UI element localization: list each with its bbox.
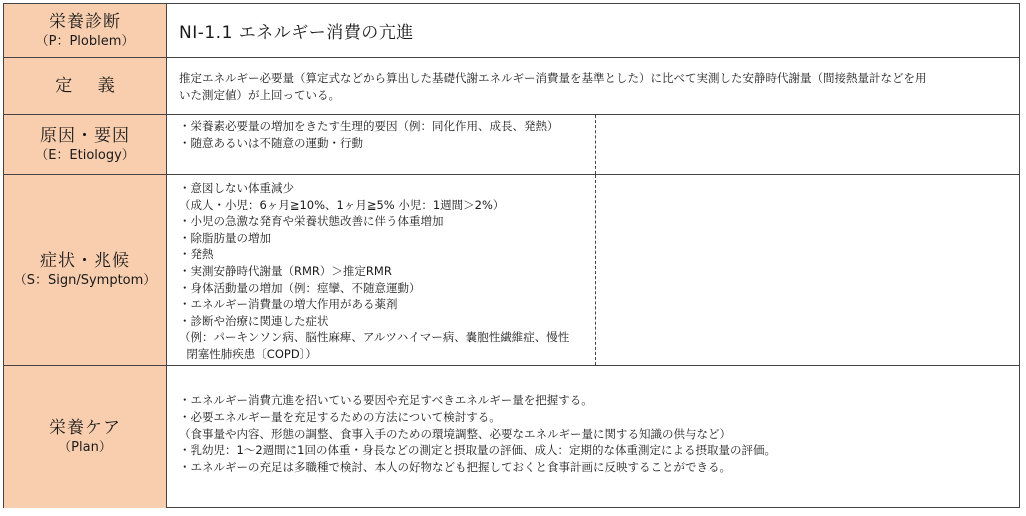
definition-label-cell — [4, 58, 167, 114]
plan-label-cell — [4, 366, 167, 508]
plan-row — [4, 366, 1019, 508]
symptom-label-cell — [4, 175, 167, 365]
definition-row — [4, 58, 1019, 115]
header-label-cell — [4, 4, 167, 57]
header-label-sub: （P：Ploblem） — [35, 33, 135, 49]
symptom-row — [4, 175, 1019, 366]
nutrition-diagnosis-table — [3, 3, 1020, 508]
symptom-label-sub: （S：Sign/Symptom） — [13, 273, 157, 288]
plan-label: 栄養ケア — [49, 418, 121, 438]
plan-label-sub: （Plan） — [58, 440, 112, 455]
header-row — [4, 4, 1019, 58]
header-label: 栄養診断 — [49, 11, 121, 32]
diagnosis-title: NI-1.1 エネルギー消費の亢進 — [179, 23, 414, 43]
etiology-row — [4, 115, 1019, 175]
plan-text: ・エネルギー消費亢進を招いている要因や充足すべきエネルギー量を把握する。 ・必要エネルギー量を充足するための方法について検討する。 （食事量や内容、形態の調整、食事入手のための環境調整、必要なエネルギー量に関する知識の供与など） ・乳幼児：1～2週間に1回の体重・身長などの測定と摂取量の評価、成人：定期的な体重測定による摂取量の評価。 ・エネルギーの充足は多職種で検討、本人の好物なども把握しておくと食事計画に反映することができる。 — [179, 393, 776, 475]
etiology-label-cell — [4, 115, 167, 174]
symptom-notes-cell — [596, 175, 1019, 365]
definition-label: 定 義 — [55, 76, 125, 96]
symptom-text: ・意図しない体重減少 （成人・小児：6ヶ月≧10%、1ヶ月≧5% 小児：1週間＞2%） ・小児の急激な発育や栄養状態改善に伴う体重増加 ・除脂肪量の増加 ・発熱 ・実測安静時代謝量（RMR）＞推定RMR ・身体活動量の増加（例：痙攣、不随意運動） ・エネルギー消費量の増大作用がある薬剤 ・診断や治療に関連した症状 （例：パーキンソン病、脳性麻痺、アルツハイマー病、嚢胞性繊維症、慢性 閉塞性肺疾患〔COPD〕） — [167, 175, 596, 365]
definition-text: 推定エネルギー必要量（算定式などから算出した基礎代謝エネルギー消費量を基準とした）に比べて実測した安静時代謝量（間接熱量計などを用 いた測定値）が上回っている。 — [179, 71, 927, 102]
etiology-label-sub: （E：Etiology） — [35, 147, 135, 163]
etiology-notes-cell — [596, 115, 1019, 174]
etiology-text: ・栄養素必要量の増加をきたす生理的要因（例：同化作用、成長、発熱） ・随意あるいは不随意の運動・行動 — [167, 115, 596, 174]
etiology-label: 原因・要因 — [40, 125, 130, 146]
symptom-label: 症状・兆候 — [40, 251, 130, 271]
